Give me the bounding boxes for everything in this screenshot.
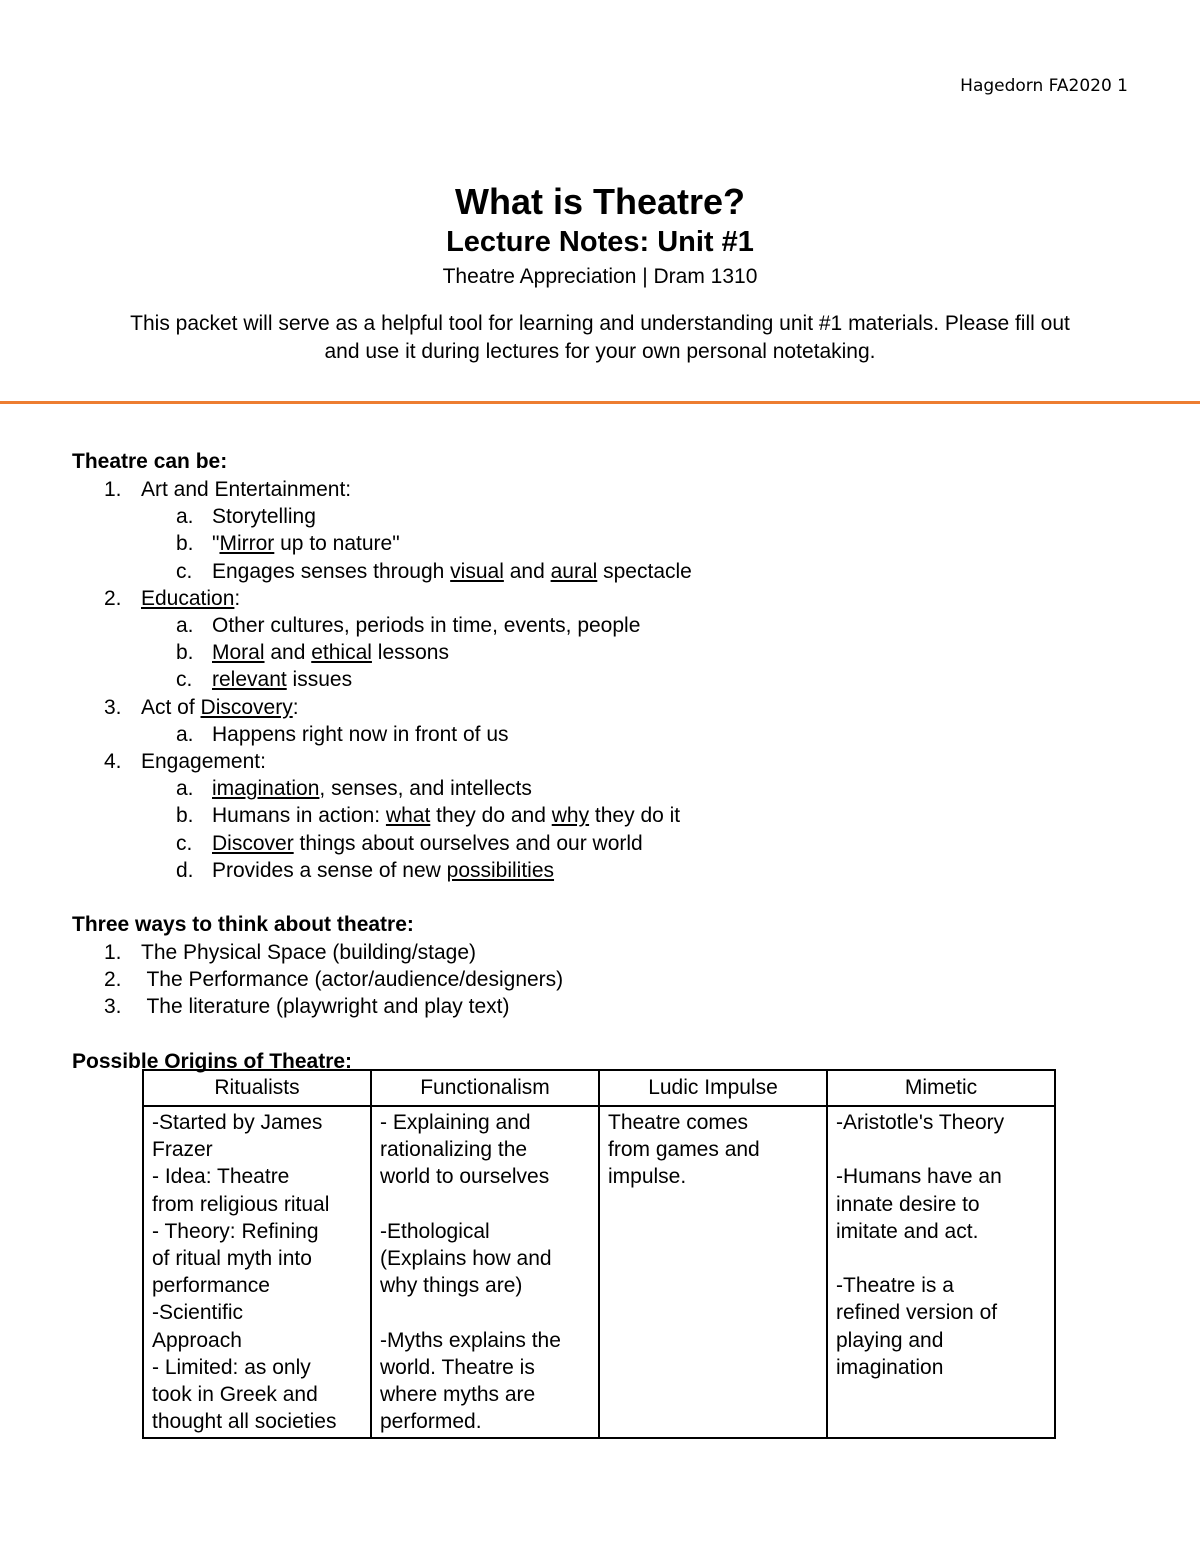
cell-text-line: -Humans have an xyxy=(836,1165,1002,1189)
cell-text-line: performance xyxy=(152,1274,270,1298)
list-number: 2. xyxy=(104,968,122,992)
origins-table xyxy=(142,1069,1056,1439)
cell-text-line: Theatre comes xyxy=(608,1111,749,1134)
sub-list-text xyxy=(72,532,400,555)
sub-list-text xyxy=(72,804,680,827)
column-header: Ritualists xyxy=(143,1070,371,1106)
cell-text-line: innate desire to xyxy=(836,1192,980,1216)
sub-list-item xyxy=(72,530,1132,557)
list-number: 2. xyxy=(104,586,122,610)
underlined-term: visual xyxy=(450,559,504,583)
underlined-term: Discover xyxy=(212,831,294,855)
cell-text-line: from games and xyxy=(608,1138,760,1162)
intro-line: This packet will serve as a helpful tool for learning and understanding unit #1 materials. Please fill out xyxy=(130,312,1070,335)
text-fragment: Art and Entertainment: xyxy=(141,478,352,501)
cell-text-line: - Idea: Theatre xyxy=(152,1165,290,1189)
sub-list-letter: a. xyxy=(176,722,194,746)
list-item xyxy=(72,966,1132,993)
cell-text-line: - Limited: as only xyxy=(152,1355,311,1379)
list-item xyxy=(72,748,1132,775)
sub-list-item xyxy=(72,775,1132,802)
cell-text-line: world to ourselves xyxy=(380,1165,550,1189)
document-title: What is Theatre? xyxy=(454,181,746,222)
sub-list-letter: a. xyxy=(176,505,194,529)
table-cell-functionalism xyxy=(371,1106,599,1438)
text-fragment: : xyxy=(234,586,241,610)
sub-list-text xyxy=(72,723,509,746)
cell-text-line: of ritual myth into xyxy=(152,1247,312,1271)
text-fragment: lessons xyxy=(371,641,449,665)
sub-list-text xyxy=(72,560,692,583)
sub-list-item xyxy=(72,503,1132,530)
underlined-term: aural xyxy=(550,559,598,583)
sub-list-letter: b. xyxy=(176,532,194,556)
section-heading-three-ways: Three ways to think about theatre: xyxy=(72,913,414,937)
list-item xyxy=(72,939,1132,966)
sub-list-text xyxy=(72,832,643,855)
sub-list-item xyxy=(72,802,1132,829)
text-fragment: Engages senses through xyxy=(212,559,451,583)
three-ways-list xyxy=(72,939,1132,1021)
text-fragment: and xyxy=(503,559,551,583)
text-fragment: Engagement: xyxy=(141,750,266,774)
underlined-term: Discovery xyxy=(200,695,293,719)
sub-list-item xyxy=(72,558,1132,585)
intro-line: and use it during lectures for your own personal notetaking. xyxy=(324,340,876,363)
underlined-term: Mirror xyxy=(219,532,275,556)
sub-list-letter: c. xyxy=(176,831,193,855)
cell-text-line: - Theory: Refining xyxy=(152,1219,319,1243)
underlined-term: imagination xyxy=(212,777,320,801)
list-item-text xyxy=(72,750,266,773)
cell-text-line: imitate and act. xyxy=(836,1219,979,1243)
cell-text-line: -Myths explains the xyxy=(380,1328,561,1352)
title-block xyxy=(0,180,1200,366)
cell-spacer xyxy=(380,1299,590,1326)
table-cell-ritualists xyxy=(143,1106,371,1438)
sub-list-item xyxy=(72,721,1132,748)
section-heading-origins: Possible Origins of Theatre: xyxy=(72,1049,353,1073)
column-header: Ludic Impulse xyxy=(599,1070,827,1106)
list-number: 1. xyxy=(104,941,122,965)
text-fragment: spectacle xyxy=(597,559,692,583)
list-number: 1. xyxy=(104,478,122,501)
text-fragment: they do and xyxy=(430,804,552,828)
document-subtitle: Lecture Notes: Unit #1 xyxy=(446,226,754,258)
text-fragment: Act of xyxy=(141,695,201,719)
sub-list-letter: a. xyxy=(176,777,194,801)
underlined-term: why xyxy=(551,804,590,828)
cell-text-line: refined version of xyxy=(836,1301,998,1325)
text-fragment: Storytelling xyxy=(212,505,316,529)
underlined-term: Moral xyxy=(212,641,265,665)
sub-list-text xyxy=(72,614,640,637)
list-item xyxy=(72,993,1132,1020)
sub-list-text xyxy=(72,505,316,528)
list-number: 3. xyxy=(104,695,122,719)
list-number: 4. xyxy=(104,750,122,774)
cell-spacer xyxy=(836,1245,1046,1272)
column-header: Functionalism xyxy=(371,1070,599,1106)
cell-text-line: -Scientific xyxy=(152,1301,244,1325)
list-item-text: The Physical Space (building/stage) xyxy=(141,941,477,965)
notes-content xyxy=(72,448,1132,1076)
sub-list-item xyxy=(72,830,1132,857)
cell-text-line: playing and xyxy=(836,1328,944,1352)
cell-text-line: Approach xyxy=(152,1328,242,1352)
cell-text-line: from religious ritual xyxy=(152,1192,330,1216)
text-fragment: issues xyxy=(286,668,353,692)
sub-list-text xyxy=(72,777,532,800)
course-name: Theatre Appreciation | Dram 1310 xyxy=(442,265,758,288)
text-fragment: things about ourselves and our world xyxy=(293,831,643,855)
list-item xyxy=(72,694,1132,721)
sub-list-letter: c. xyxy=(176,559,193,583)
cell-text-line: -Started by James xyxy=(152,1111,323,1134)
text-fragment: , senses, and intellects xyxy=(319,777,532,801)
cell-text-line: why things are) xyxy=(380,1274,523,1298)
sub-list-letter: b. xyxy=(176,804,194,828)
table-row xyxy=(143,1106,1055,1438)
cell-text-line: (Explains how and xyxy=(380,1247,552,1270)
sub-list-item xyxy=(72,612,1132,639)
sub-list-letter: c. xyxy=(176,668,193,692)
sub-list-letter: b. xyxy=(176,641,194,665)
text-fragment: Happens right now in front of us xyxy=(212,722,509,746)
text-fragment: " xyxy=(212,532,220,556)
cell-spacer xyxy=(380,1191,590,1218)
sub-list-letter: a. xyxy=(176,614,194,638)
table-cell-ludic-impulse xyxy=(599,1106,827,1438)
underlined-term: ethical xyxy=(311,641,372,665)
cell-text-line: - Explaining and xyxy=(380,1111,531,1134)
text-fragment: Humans in action: xyxy=(212,804,386,828)
cell-text-line: took in Greek and xyxy=(152,1383,318,1407)
cell-text-line: -Theatre is a xyxy=(836,1274,954,1298)
cell-text-line: -Aristotle's Theory xyxy=(836,1111,1005,1134)
list-item-text xyxy=(72,587,240,610)
cell-text-line: impulse. xyxy=(608,1165,687,1189)
cell-text-line: where myths are xyxy=(380,1383,536,1406)
list-item-text: The Performance (actor/audience/designers) xyxy=(141,968,564,992)
cell-text-line: world. Theatre is xyxy=(380,1355,535,1379)
text-fragment: and xyxy=(264,641,312,665)
section-heading-theatre-can-be: Theatre can be: xyxy=(72,450,228,473)
cell-text-line: imagination xyxy=(836,1355,944,1379)
sub-list-text xyxy=(72,859,554,882)
theatre-can-be-list xyxy=(72,476,1132,884)
intro-paragraph xyxy=(60,310,1140,366)
underlined-term: relevant xyxy=(212,668,287,692)
sub-list-text xyxy=(72,668,352,691)
cell-text-line: rationalizing the xyxy=(380,1138,528,1162)
text-fragment: Provides a sense of new xyxy=(212,858,447,882)
list-number: 3. xyxy=(104,995,122,1019)
table-header-row xyxy=(143,1070,1055,1106)
cell-text-line: performed. xyxy=(380,1410,482,1434)
table-cell-mimetic xyxy=(827,1106,1055,1438)
underlined-term: what xyxy=(385,804,431,828)
list-item xyxy=(72,585,1132,612)
cell-text-line: Frazer xyxy=(152,1138,213,1162)
text-fragment: they do it xyxy=(589,804,681,828)
text-fragment: : xyxy=(292,695,299,719)
column-header: Mimetic xyxy=(827,1070,1055,1106)
orange-divider xyxy=(0,401,1200,404)
sub-list-letter: d. xyxy=(176,858,194,882)
underlined-term: Education xyxy=(141,586,235,610)
cell-text-line: -Ethological xyxy=(380,1219,490,1243)
cell-text-line: thought all societies xyxy=(152,1410,337,1434)
list-item xyxy=(72,476,1132,503)
running-head: Hagedorn FA2020 1 xyxy=(960,76,1128,96)
sub-list-item xyxy=(72,666,1132,693)
sub-list-item xyxy=(72,639,1132,666)
sub-list-item xyxy=(72,857,1132,884)
sub-list-text xyxy=(72,641,449,664)
list-item-text: The literature (playwright and play text) xyxy=(141,995,510,1019)
text-fragment: Other cultures, periods in time, events, people xyxy=(212,614,641,638)
cell-spacer xyxy=(836,1136,1046,1163)
underlined-term: possibilities xyxy=(446,858,555,882)
text-fragment: up to nature" xyxy=(274,532,400,556)
